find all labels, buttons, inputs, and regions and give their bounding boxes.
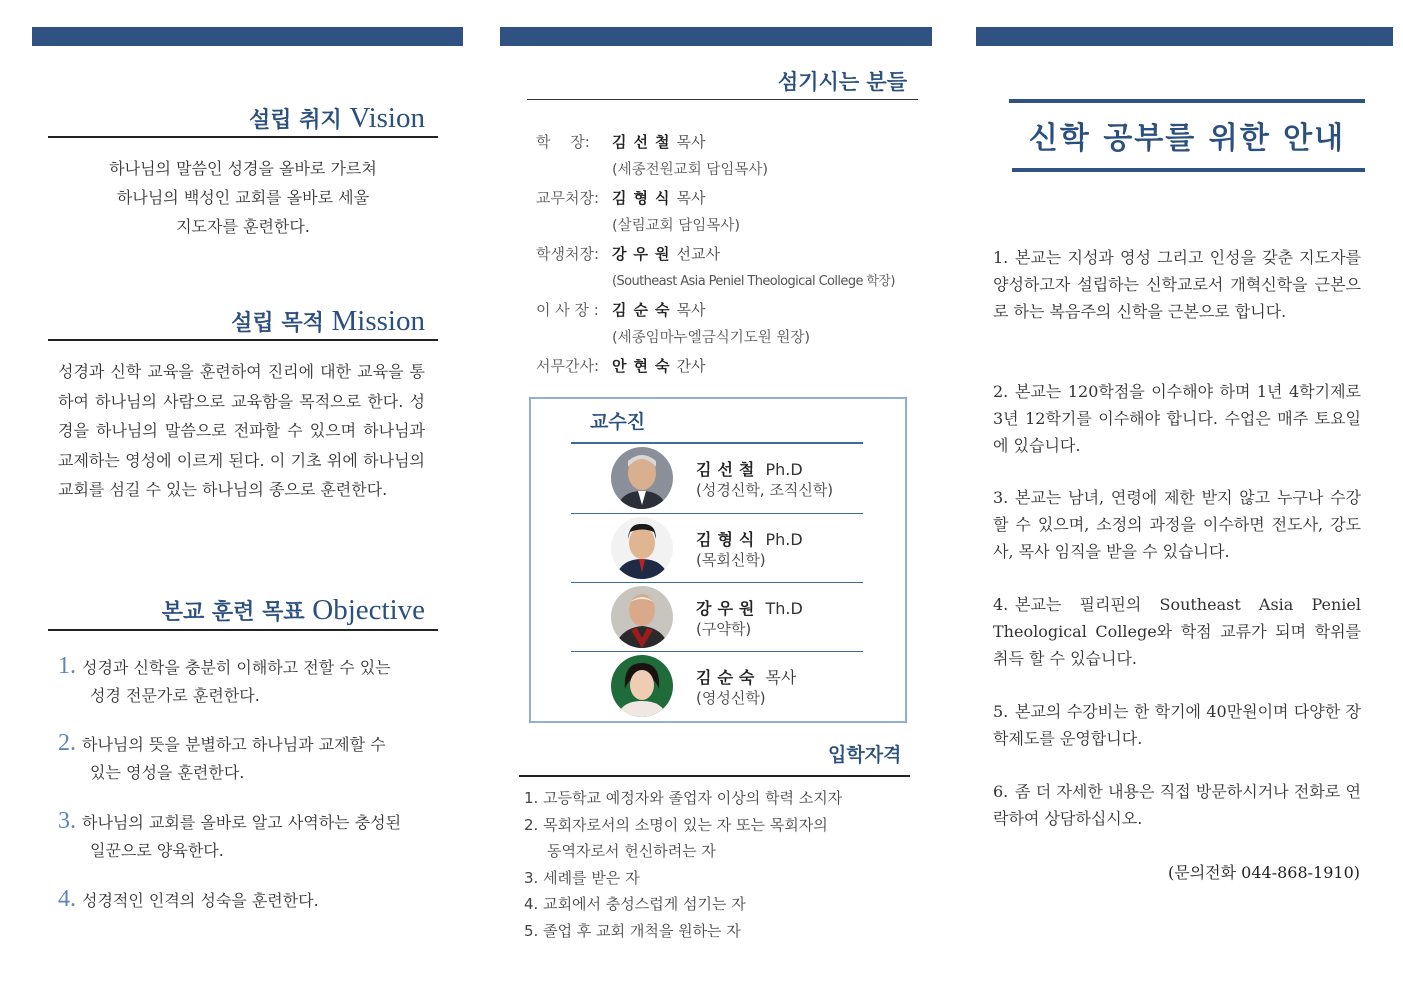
top-bar-right	[976, 27, 1393, 46]
guide-item-number: 3.	[993, 488, 1009, 507]
faculty-name	[696, 457, 803, 480]
guide-title-rule-bottom	[1012, 168, 1365, 172]
objective-rule	[48, 629, 438, 631]
faculty-member	[571, 584, 863, 650]
staff-name: 강우원	[612, 245, 677, 263]
objective-item	[58, 727, 428, 789]
objective-heading	[162, 594, 425, 627]
vision-text	[48, 154, 438, 241]
vision-line: 하나님의 말씀인 성경을 올바로 가르쳐	[109, 159, 377, 178]
staff-role: 학생처장:	[536, 245, 600, 263]
staff-title: 목사	[676, 189, 706, 207]
objective-number: 3.	[58, 808, 76, 834]
guide-item	[993, 378, 1361, 459]
staff-role: 학 장:	[536, 133, 590, 151]
top-bar-middle	[500, 27, 932, 46]
guide-title-rule-top	[1009, 99, 1365, 103]
faculty-name-text: 김순숙	[696, 668, 761, 687]
staff-name: 김선철	[612, 133, 677, 151]
objective-heading-en: Objective	[312, 594, 425, 626]
faculty-name	[696, 596, 803, 619]
staff-role: 서무간사:	[536, 357, 600, 375]
mission-text: 성경과 신학 교육을 훈련하여 진리에 대한 교육을 통하여 하나님의 사람으로 교육함을 목적으로 한다. 성경을 하나님의 말씀으로 전파할 수 있으며 하나님과 교제하는 영성에 이르게 된다. 이 기초 위에 하나님의 교회를 섬길 수 있는 하나님의 종으로 훈련한다.	[58, 362, 425, 499]
staff-name: 김순숙	[612, 301, 677, 319]
faculty-name	[696, 527, 803, 550]
admission-list	[524, 785, 842, 944]
faculty-field: (영성신학)	[696, 689, 766, 707]
guide-title-box	[1009, 99, 1365, 172]
staff-affiliation: (Southeast Asia Peniel Theological College 학장)	[612, 274, 895, 289]
objective-text-cont: 성경 전문가로 훈련한다.	[90, 686, 260, 705]
staff-row	[536, 240, 895, 268]
staff-role: 교무처장:	[536, 189, 600, 207]
objective-heading-kr: 본교 훈련 목표	[161, 599, 305, 625]
faculty-photo	[611, 447, 673, 509]
admission-item: 4. 교회에서 충성스럽게 섬기는 자	[524, 895, 746, 913]
mission-heading-en: Mission	[331, 305, 425, 337]
staff-row	[536, 296, 895, 324]
staff-heading: 섬기시는 분들	[777, 70, 907, 94]
guide-item-number: 1.	[993, 248, 1009, 267]
objective-number: 4.	[58, 886, 76, 912]
faculty-degree: Th.D	[765, 599, 803, 618]
faculty-divider	[571, 582, 863, 583]
mission-heading-kr: 설립 목적	[231, 310, 324, 336]
faculty-field: (목회신학)	[696, 551, 766, 569]
guide-item-text: 좀 더 자세한 내용은 직접 방문하시거나 전화로 연락하여 상담하십시오.	[993, 782, 1361, 828]
faculty-divider	[571, 513, 863, 514]
vision-line: 하나님의 백성인 교회를 올바로 세울	[116, 188, 370, 207]
contact-phone: (문의전화 044-868-1910)	[1168, 863, 1361, 882]
staff-list	[536, 128, 895, 380]
top-bar-left	[32, 27, 463, 46]
vision-heading	[249, 102, 425, 135]
guide-item-text: 본교는 120학점을 이수해야 하며 1년 4학기제로 3년 12학기를 이수해야 합니다. 수업은 매주 토요일에 있습니다.	[993, 382, 1361, 455]
staff-row	[536, 184, 895, 212]
vision-heading-kr: 설립 취지	[249, 107, 342, 133]
staff-affiliation: (살림교회 담임목사)	[612, 218, 740, 234]
objective-item	[58, 805, 428, 867]
objective-text: 하나님의 뜻을 분별하고 하나님과 교제할 수	[82, 735, 386, 754]
guide-item-number: 6.	[993, 782, 1009, 801]
guide-item	[993, 698, 1361, 752]
objective-text: 성경과 신학을 충분히 이해하고 전할 수 있는	[82, 658, 391, 677]
guide-item	[993, 484, 1361, 565]
mission-heading	[231, 305, 425, 338]
staff-affiliation: (세종전원교회 담임목사)	[612, 162, 768, 178]
guide-item	[993, 244, 1361, 325]
guide-title: 신학 공부를 위한 안내	[1028, 121, 1346, 156]
faculty-name	[696, 665, 796, 688]
admission-item: 1. 고등학교 예정자와 졸업자 이상의 학력 소지자	[524, 789, 843, 807]
admission-rule	[519, 775, 910, 777]
faculty-photo	[611, 655, 673, 717]
staff-name: 김형식	[612, 189, 677, 207]
faculty-photo	[611, 517, 673, 579]
faculty-field: (성경신학, 조직신학)	[696, 481, 834, 499]
staff-row	[536, 128, 895, 156]
objective-text: 하나님의 교회를 올바로 알고 사역하는 충성된	[82, 813, 402, 832]
staff-row	[536, 352, 895, 380]
faculty-divider	[571, 651, 863, 652]
staff-name: 안현숙	[612, 357, 677, 375]
faculty-heading: 교수진	[590, 411, 646, 433]
admission-item-cont: 동역자로서 헌신하려는 자	[547, 842, 716, 860]
objective-text-cont: 일꾼으로 양육한다.	[90, 841, 224, 860]
guide-item	[993, 591, 1361, 672]
faculty-name-text: 김선철	[696, 460, 761, 479]
faculty-name-text: 김형식	[696, 530, 761, 549]
admission-heading: 입학자격	[828, 744, 902, 766]
objective-item	[58, 650, 428, 712]
objective-text: 성경적인 인격의 성숙을 훈련한다.	[82, 891, 319, 910]
guide-item-text: 본교의 수강비는 한 학기에 40만원이며 다양한 장학제도를 운영합니다.	[993, 702, 1361, 748]
objective-text-cont: 있는 영성을 훈련한다.	[90, 763, 245, 782]
faculty-photo	[611, 586, 673, 648]
guide-item-text: 본교는 남녀, 연령에 제한 받지 않고 누구나 수강할 수 있으며, 소정의 과정을 이수하면 전도사, 강도사, 목사 임직을 받을 수 있습니다.	[993, 488, 1361, 561]
staff-title: 선교사	[676, 245, 720, 263]
mission-rule	[48, 339, 438, 341]
faculty-field: (구약학)	[696, 620, 752, 638]
guide-item-text: 본교는 지성과 영성 그리고 인성을 갖춘 지도자를 양성하고자 설립하는 신학교로서 개혁신학을 근본으로 하는 복음주의 신학을 근본으로 합니다.	[993, 248, 1361, 321]
staff-role: 이 사 장 :	[536, 301, 599, 319]
objective-number: 2.	[58, 730, 76, 756]
staff-title: 목사	[676, 133, 706, 151]
admission-item: 2. 목회자로서의 소명이 있는 자 또는 목회자의	[524, 815, 828, 834]
faculty-degree: 목사	[765, 668, 797, 687]
vision-heading-en: Vision	[349, 102, 425, 134]
faculty-degree: Ph.D	[765, 460, 803, 479]
faculty-member	[571, 515, 863, 581]
staff-affiliation: (세종임마누엘금식기도원 원장)	[612, 330, 811, 346]
objective-item	[58, 883, 428, 917]
admission-item: 3. 세례를 받은 자	[524, 868, 640, 887]
guide-item-number: 4.	[993, 595, 1009, 614]
guide-item	[993, 778, 1361, 832]
faculty-member	[571, 653, 863, 719]
staff-title: 목사	[676, 301, 706, 319]
staff-title: 간사	[676, 357, 706, 375]
guide-item-number: 2.	[993, 382, 1009, 401]
guide-item-text: 본교는 필리핀의 Southeast Asia Peniel Theological College와 학점 교류가 되며 학위를 취득 할 수 있습니다.	[993, 595, 1361, 668]
guide-item-number: 5.	[993, 702, 1009, 721]
vision-line: 지도자를 훈련한다.	[176, 217, 310, 236]
objective-number: 1.	[58, 653, 76, 679]
vision-rule	[48, 136, 438, 138]
faculty-degree: Ph.D	[765, 530, 803, 549]
faculty-member	[571, 445, 863, 511]
admission-item: 5. 졸업 후 교회 개척을 원하는 자	[524, 921, 741, 940]
faculty-name-text: 강우원	[696, 599, 761, 618]
staff-rule	[527, 99, 918, 100]
faculty-rule	[571, 442, 863, 444]
